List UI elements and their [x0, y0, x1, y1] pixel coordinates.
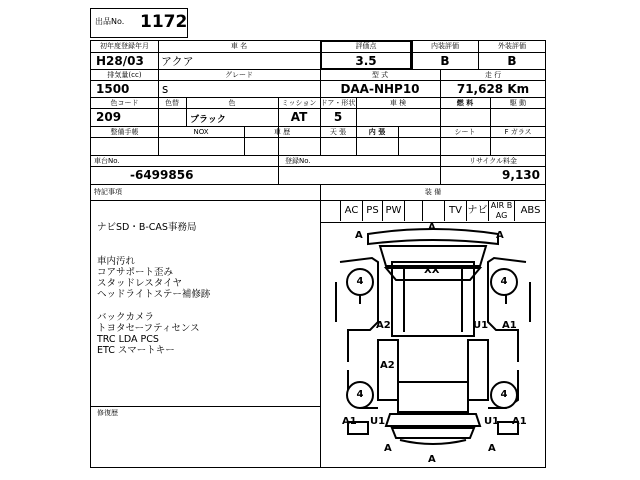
- equip-tv: TV: [444, 201, 466, 221]
- mark-rear-right-a1: A1: [512, 416, 527, 427]
- equip-ps: PS: [362, 201, 382, 221]
- note-line: コアサポート歪み: [97, 267, 174, 278]
- mark-left-rear-door: A2: [380, 360, 395, 371]
- mark-rear-left-u1: U1: [370, 416, 386, 427]
- exterior-value: B: [507, 54, 517, 68]
- mark-right-front-door: U1: [473, 320, 489, 331]
- row-line: [90, 406, 320, 407]
- repair-label: 修復歴: [97, 409, 118, 417]
- grade-value: s: [162, 82, 169, 96]
- chassis-no-value: -6499856: [130, 168, 194, 182]
- note-line: ヘッドライトステー補修跡: [97, 289, 211, 300]
- row-line: [90, 155, 546, 156]
- car-name-value: アクア: [161, 55, 194, 68]
- car-diagram: [320, 222, 546, 468]
- lot-label: 出品No.: [95, 17, 125, 26]
- equip-abs: ABS: [514, 201, 546, 221]
- note-line: TRC LDA PCS: [97, 334, 159, 345]
- mark-roof: XX: [424, 265, 440, 276]
- displacement-value: 1500: [96, 82, 130, 96]
- seat-label: シート: [454, 128, 476, 136]
- note-line: ETC スマートキー: [97, 345, 175, 356]
- wheel-rear-right: 4: [490, 381, 518, 409]
- score-label: 評価点: [355, 42, 377, 50]
- note-line: バックカメラ: [97, 312, 155, 323]
- interior-value: B: [440, 54, 450, 68]
- mark-rear-right-u1: U1: [484, 416, 500, 427]
- note-line: トヨタセーフティセンス: [97, 323, 200, 334]
- model-label: 型 式: [371, 71, 389, 79]
- doors-value: 5: [333, 110, 343, 124]
- color-change-label: 色替: [165, 99, 179, 107]
- fglass-label: F ガラス: [504, 128, 532, 136]
- equip-blank-1: [404, 201, 422, 221]
- mark-rear-left-a1: A1: [342, 416, 357, 427]
- grade-label: グレード: [225, 71, 253, 79]
- mark-rear-right-a: A: [488, 443, 496, 454]
- mark-right-fender: A1: [502, 320, 517, 331]
- equipment-label: 装 備: [424, 188, 442, 196]
- color-label: 色: [228, 99, 236, 107]
- chassis-no-label: 車台No.: [94, 157, 120, 165]
- col-line: [278, 155, 279, 184]
- equip-blank-2: [422, 201, 444, 221]
- first-reg-value: H28/03: [96, 54, 144, 68]
- doors-label: ドア・形状: [320, 99, 356, 107]
- mileage-value: 71,628 Km: [456, 82, 530, 96]
- color-value: ブラック: [190, 115, 226, 125]
- equip-ac: AC: [340, 201, 362, 221]
- history-label: 車 歴: [273, 128, 291, 136]
- reg-no-label: 登録No.: [285, 157, 311, 165]
- mark-rear-center-a: A: [428, 454, 436, 465]
- mark-left-front-door: A2: [376, 320, 391, 331]
- col-line: [398, 126, 399, 155]
- recycle-label: リサイクル料金: [468, 157, 518, 165]
- equip-pw: PW: [382, 201, 404, 221]
- mark-rear-left-a: A: [384, 443, 392, 454]
- model-value: DAA-NHP10: [340, 82, 420, 96]
- drive-label: 駆 動: [509, 99, 527, 107]
- mark-front-left: A: [355, 230, 363, 241]
- notes-label: 特記事項: [94, 188, 122, 196]
- first-reg-label: 初年度登録年月: [100, 42, 149, 50]
- car-name-label: 車 名: [230, 42, 248, 50]
- exterior-label: 外装評価: [498, 42, 526, 50]
- sunroof-label: 天 張: [329, 128, 347, 136]
- equip-airbag: AIR BAG: [488, 201, 514, 221]
- wheel-front-right: 4: [490, 268, 518, 296]
- inspection-label: 車 検: [389, 99, 407, 107]
- note-line: 車内汚れ: [97, 256, 136, 267]
- interior-trim-label: 内 張: [368, 128, 386, 136]
- nox-label: NOX: [193, 128, 209, 136]
- displacement-label: 排気量(cc): [107, 71, 142, 79]
- row-line: [90, 166, 546, 167]
- fuel-label: 燃 料: [456, 99, 474, 107]
- maint-book-label: 整備手帳: [110, 128, 139, 136]
- recycle-value: 9,130: [502, 168, 540, 182]
- note-line: ナビSD・B-CAS事務局: [97, 222, 197, 233]
- mark-front-right: A: [496, 230, 504, 241]
- mission-value: AT: [290, 110, 308, 124]
- mark-front-center: A: [428, 222, 436, 233]
- score-value: 3.5: [355, 54, 377, 68]
- lot-number: 1172: [140, 12, 188, 32]
- interior-label: 内装評価: [431, 42, 459, 50]
- color-code-value: 209: [96, 110, 122, 124]
- mission-label: ミッション: [281, 99, 317, 107]
- row-line: [90, 184, 546, 185]
- equip-navi: ナビ: [466, 201, 488, 221]
- mileage-label: 走 行: [484, 71, 502, 79]
- note-line: スタッドレスタイヤ: [97, 278, 183, 289]
- color-code-label: 色コード: [110, 99, 139, 107]
- wheel-front-left: 4: [346, 268, 374, 296]
- wheel-rear-left: 4: [346, 381, 374, 409]
